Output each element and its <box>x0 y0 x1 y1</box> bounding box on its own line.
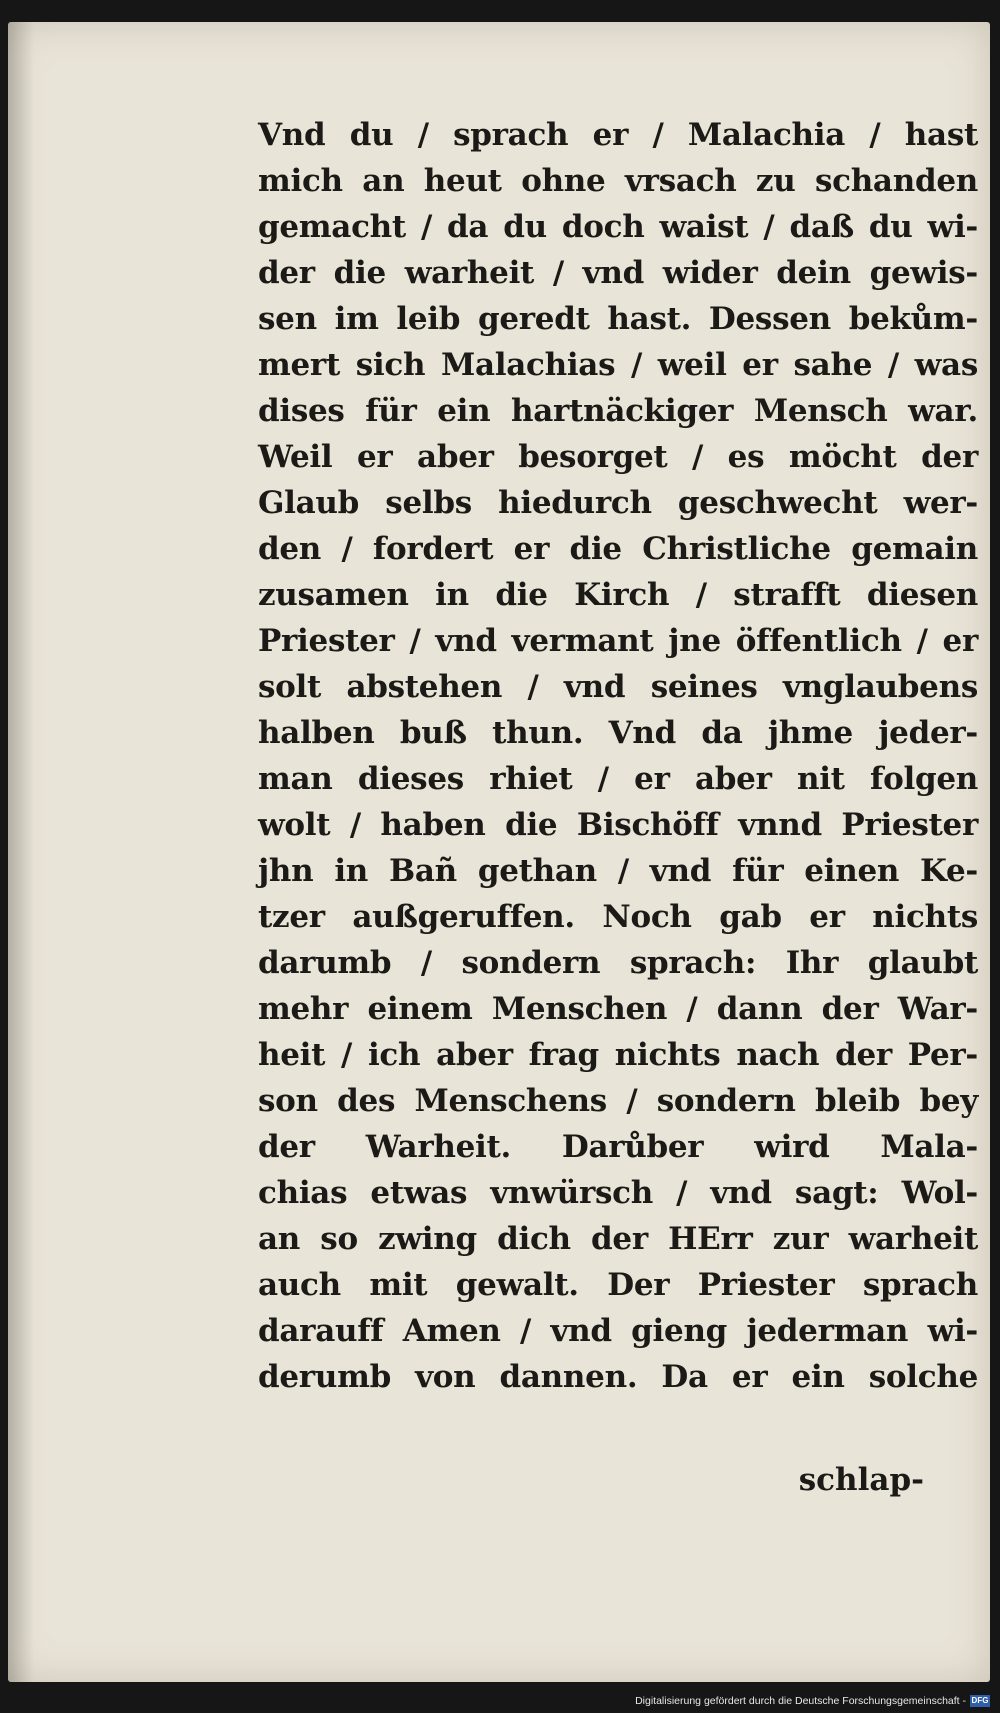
text-line: mert sich Malachias / weil er sahe / was <box>258 347 978 383</box>
text-line: den / fordert er die Christliche gemain <box>258 531 978 567</box>
digitization-footer <box>635 1691 990 1711</box>
text-line: der die warheit / vnd wider dein gewis- <box>258 255 978 291</box>
book-page <box>8 22 990 1682</box>
text-line: darauff Amen / vnd gieng jederman wi- <box>258 1313 978 1349</box>
text-block <box>258 112 978 1400</box>
funding-credit: Digitalisierung gefördert durch die Deutsche Forschungsgemeinschaft - <box>635 1695 966 1707</box>
catchword: schlap- <box>798 1462 924 1498</box>
text-line: gemacht / da du doch waist / daß du wi- <box>258 209 978 245</box>
text-line: Vnd du / sprach er / Malachia / hast <box>258 117 978 153</box>
text-line: mich an heut ohne vrsach zu schanden <box>258 163 978 199</box>
text-line: son des Menschens / sondern bleib bey <box>258 1083 978 1119</box>
text-line: chias etwas vnwürsch / vnd sagt: Wol- <box>258 1175 978 1211</box>
text-line: wolt / haben die Bischöff vnnd Priester <box>258 807 978 843</box>
text-line: solt abstehen / vnd seines vnglaubens <box>258 669 978 705</box>
text-line: darumb / sondern sprach: Ihr glaubt <box>258 945 978 981</box>
dfg-logo-icon: DFG <box>971 1696 989 1705</box>
text-line: halben buß thun. Vnd da jhme jeder- <box>258 715 978 751</box>
text-line: dises für ein hartnäckiger Mensch war. <box>258 393 978 429</box>
text-line: sen im leib geredt hast. Dessen bekům- <box>258 301 978 337</box>
text-line: auch mit gewalt. Der Priester sprach <box>258 1267 978 1303</box>
text-line: tzer außgeruffen. Noch gab er nichts <box>258 899 978 935</box>
text-line: Glaub selbs hiedurch geschwecht wer- <box>258 485 978 521</box>
text-line: jhn in Bañ gethan / vnd für einen Ke- <box>258 853 978 889</box>
text-line: mehr einem Menschen / dann der War- <box>258 991 978 1027</box>
text-line: man dieses rhiet / er aber nit folgen <box>258 761 978 797</box>
text-line: an so zwing dich der HErr zur warheit <box>258 1221 978 1257</box>
text-line: der Warheit. Darůber wird Mala- <box>258 1129 978 1165</box>
text-line: heit / ich aber frag nichts nach der Per- <box>258 1037 978 1073</box>
text-line: derumb von dannen. Da er ein solche <box>258 1359 978 1395</box>
text-line: Priester / vnd vermant jne öffentlich / er <box>258 623 978 659</box>
text-line: Weil er aber besorget / es möcht der <box>258 439 978 475</box>
text-line: zusamen in die Kirch / strafft diesen <box>258 577 978 613</box>
